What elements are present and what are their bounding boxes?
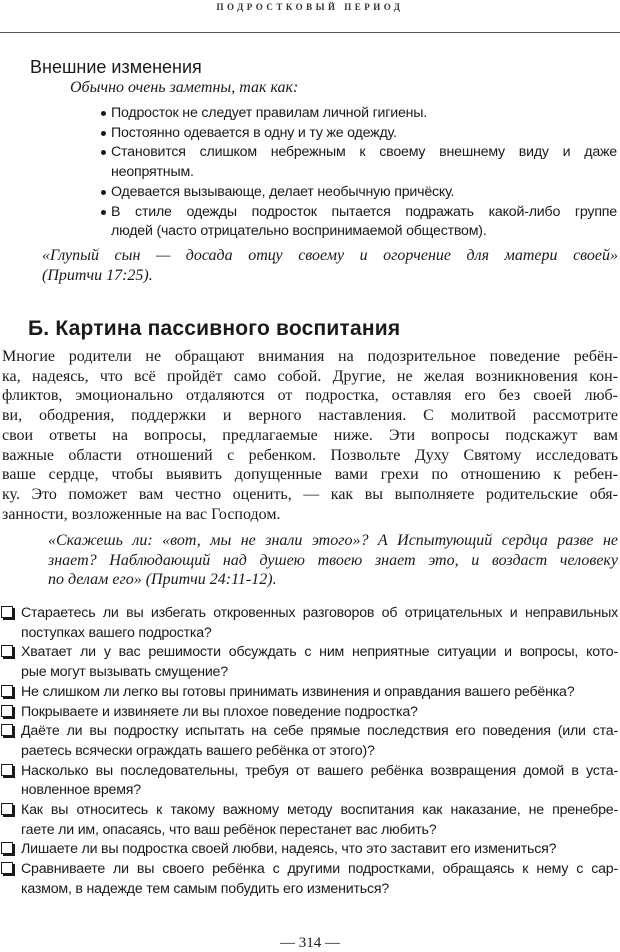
paragraph-line: ваше сердце, чтобы выявить допущенные вами грехи по отношению к ребен- [2,466,618,484]
checklist-item-line: Не слишком ли легко вы готовы принимать извинения и оправдания вашего ребёнка? [21,683,575,700]
checkbox-icon [1,842,13,854]
paragraph-line: ви, ободрения, поддержки и верного наставления. С молитвой рассмотрите [2,407,618,425]
bullet-icon [101,150,106,155]
paragraph-line: ка, надеясь, что всё пройдёт само собой. Другие, не желая возникновения кон- [2,367,618,385]
intro-text: Обычно очень заметны, так как: [70,79,299,96]
checklist-item-line: новленное время? [21,782,141,799]
scripture-quote-line: знает? Наблюдающий над душею твоею знает это, и воздаст человеку [48,551,618,569]
checklist-item-line: казмом, в надежде тем самым побудить его измениться? [21,880,390,897]
checkbox-icon [1,724,13,736]
paragraph-line: занности, возложенные на вас Господом. [2,505,281,523]
bullet-item-line: неопрятным. [111,164,194,181]
paragraph-line: свои ответы на вопросы, предлагаемые ниже. Эти вопросы подскажут вам [2,426,618,444]
checkbox-icon [1,803,13,815]
bullet-item-line: В стиле одежды подросток пытается подражать какой-либо группе [111,203,617,220]
checklist-item-line: Хватает ли у вас решимости обсуждать с ним неприятные ситуации и вопросы, кото- [21,644,618,661]
checklist-item-line: гаете ли им, опасаясь, что ваш ребёнок перестанет вас любить? [21,821,437,838]
checkbox-icon [1,705,13,717]
page-number: — 314 — [280,935,340,951]
section-title-external-changes: Внешние изменения [30,57,202,77]
checklist-item-line: Сравниваете ли вы своего ребёнка с другими подростками, обращаясь к нему с сар- [21,861,618,878]
bullet-item-line: Одевается вызывающе, делает необычную причёску. [111,183,455,200]
paragraph-line: ку. Это поможет вам честно оценить, — как вы выполняете родительские обя- [2,485,618,503]
bullet-icon [101,190,106,195]
scripture-quote-line: по делам его» (Притчи 24:11-12). [48,571,277,589]
paragraph-line: фликтов, эмоционально отдаляются от подростка, оставляя его без своей люб- [2,387,618,405]
checkbox-icon [1,764,13,776]
bullet-item-line: людей (часто отрицательно воспринимаемой обществом). [111,223,487,240]
bullet-icon [101,111,106,116]
checklist-item-line: Как вы относитесь к такому важному методу воспитания как наказание, не пренебре- [21,802,618,818]
checklist-item-line: раетесь всячески ограждать вашего ребёнка от этого)? [21,742,375,759]
checkbox-icon [1,685,13,697]
paragraph-line: Многие родители не обращают внимания на подозрительное поведение ребён- [2,348,618,365]
running-header: ПОДРОСТКОВЫЙ ПЕРИОД [216,2,404,12]
checklist-item-line: поступках вашего подростка? [21,624,212,641]
checkbox-icon [1,862,13,874]
section-heading-passive-upbringing: Б. Картина пассивного воспитания [28,317,401,340]
bullet-item-line: Становится слишком небрежным к своему внешнему виду и даже [111,144,617,161]
checklist-item-line: Покрываете и извиняете ли вы плохое поведение подростка? [21,703,418,720]
paragraph-line: важные области отношений с ребенком. Позвольте Духу Святому исследовать [2,446,618,464]
checklist-item-line: Стараетесь ли вы избегать откровенных разговоров об отрицательных и неправильных [21,605,618,621]
checklist-item-line: Даёте ли вы подростку испытать на себе прямые последствия его поведения (или ста- [21,723,618,740]
bullet-icon [101,131,106,136]
bullet-item-line: Постоянно одевается в одну и ту же одежду. [111,124,397,141]
scripture-quote-line: (Притчи 17:25). [42,266,153,284]
checklist-item-line: Лишаете ли вы подростка своей любви, надеясь, что это заставит его измениться? [21,841,557,858]
header-rule [0,32,620,33]
checklist-item-line: Насколько вы последовательны, требуя от вашего ребёнка возвращения домой в уста- [21,762,618,779]
scripture-quote-line: «Скажешь ли: «вот, мы не знали этого»? А Испытующий сердца разве не [48,532,618,549]
bullet-icon [101,210,106,215]
checklist-item-line: рые могут вызывать смущение? [21,664,228,681]
checkbox-icon [1,645,13,657]
scripture-quote-line: «Глупый сын — досада отцу своему и огорчение для матери своей» [42,247,618,264]
checkbox-icon [1,606,13,618]
bullet-item-line: Подросток не следует правилам личной гигиены. [111,105,428,121]
